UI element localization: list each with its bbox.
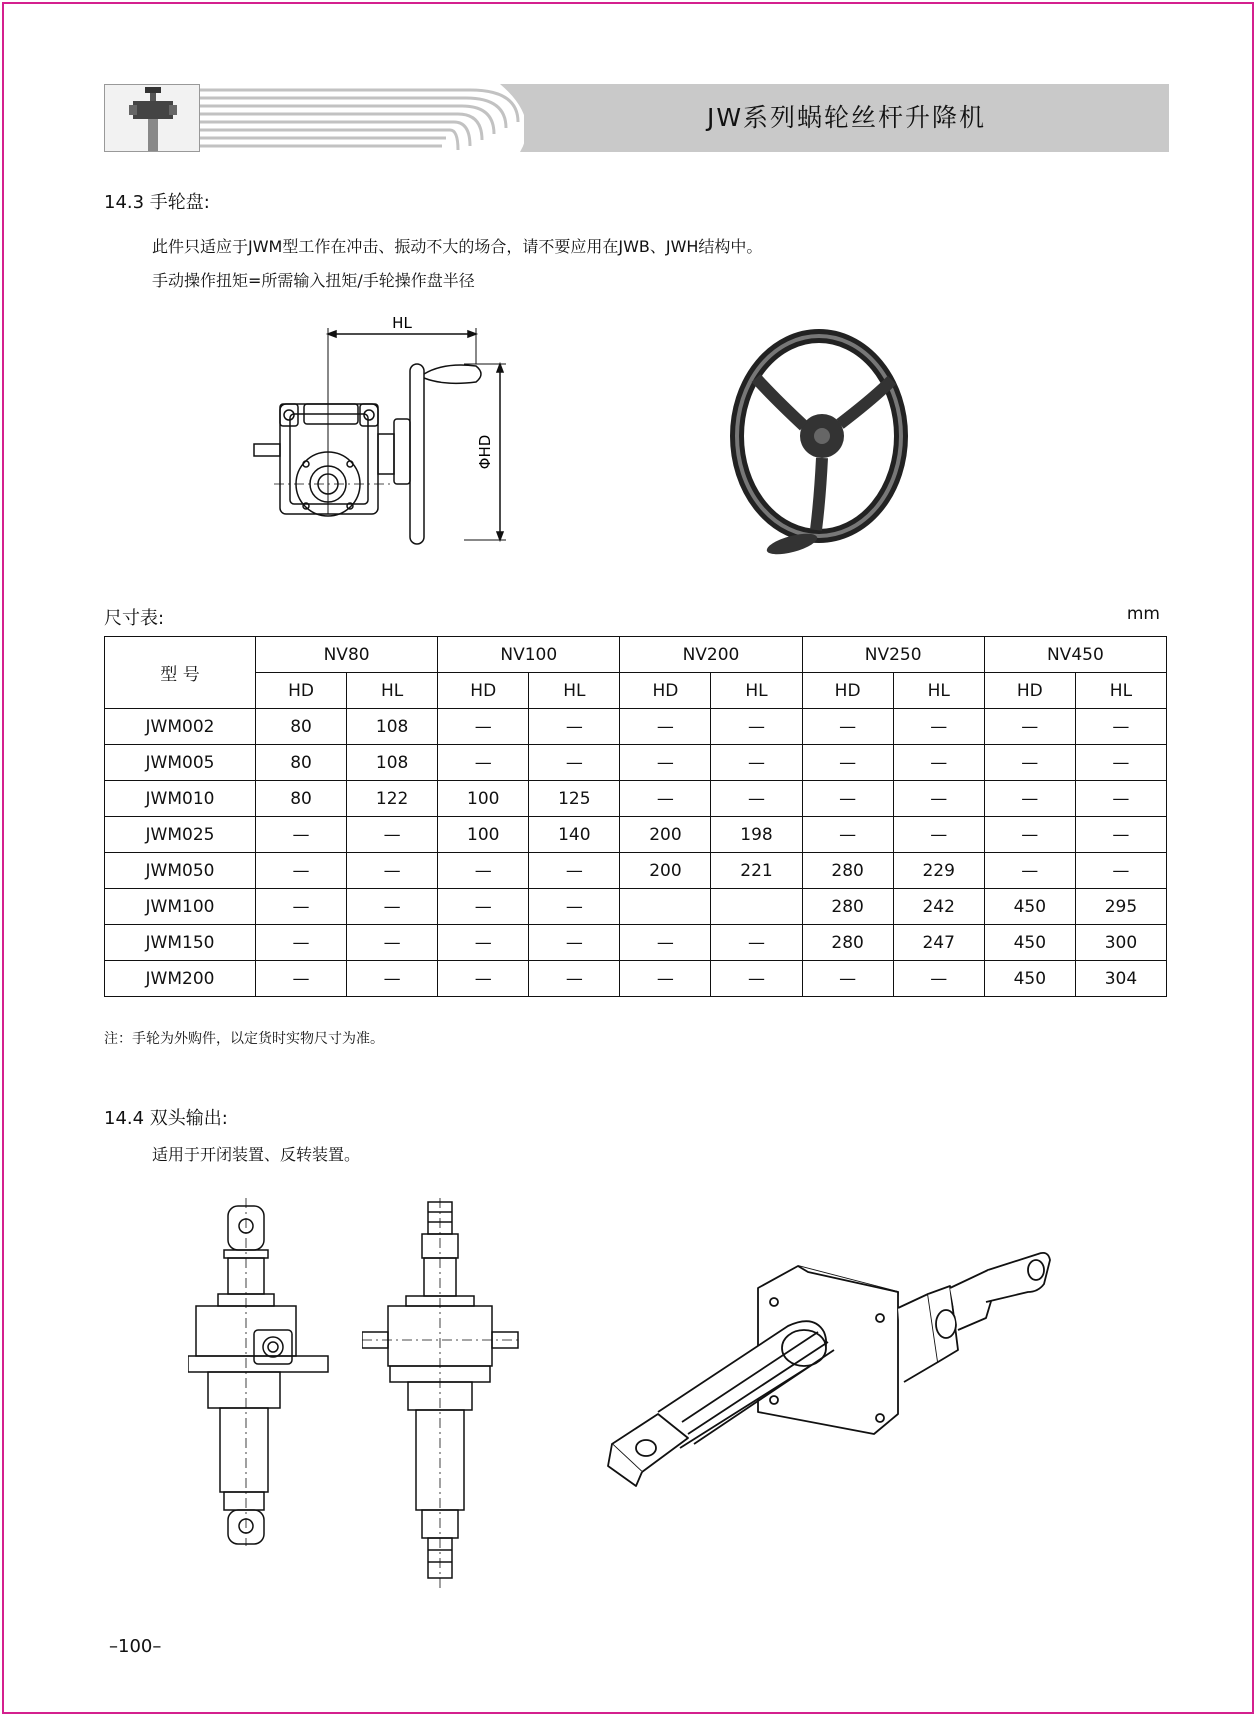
- hd-cell: —: [438, 709, 529, 745]
- hl-cell: 198: [711, 817, 802, 853]
- handwheel-dimension-drawing: [244, 314, 524, 554]
- hd-cell: 80: [256, 781, 347, 817]
- hd-cell: 280: [802, 889, 893, 925]
- subheader-hd: HD: [620, 673, 711, 709]
- hd-cell: [620, 889, 711, 925]
- model-cell: JWM002: [105, 709, 256, 745]
- table-header-row-groups: [105, 637, 1167, 673]
- hl-cell: 108: [347, 709, 438, 745]
- hd-cell: —: [438, 853, 529, 889]
- table-row: [105, 853, 1167, 889]
- section-14-4-title: 14.4 双头输出:: [104, 1108, 228, 1129]
- hd-cell: —: [620, 745, 711, 781]
- hd-cell: —: [256, 925, 347, 961]
- model-cell: JWM050: [105, 853, 256, 889]
- subheader-hd: HD: [802, 673, 893, 709]
- double-output-side-view: [362, 1198, 532, 1590]
- subheader-hd: HD: [256, 673, 347, 709]
- dimension-table-caption: 尺寸表:: [104, 608, 165, 629]
- hd-cell: 80: [256, 709, 347, 745]
- header-stripes: [200, 84, 530, 152]
- hd-cell: 100: [438, 781, 529, 817]
- hd-cell: 200: [620, 817, 711, 853]
- hl-cell: —: [1075, 709, 1166, 745]
- page-number: –100–: [109, 1636, 162, 1657]
- hd-cell: —: [438, 889, 529, 925]
- table-row: [105, 817, 1167, 853]
- hl-cell: —: [893, 745, 984, 781]
- section-14-3-title: 14.3 手轮盘:: [104, 192, 210, 213]
- section-14-4-line1: 适用于开闭装置、反转装置。: [152, 1145, 361, 1164]
- hd-cell: —: [802, 817, 893, 853]
- hd-dimension-label: ΦHD: [476, 434, 494, 470]
- subheader-hd: HD: [438, 673, 529, 709]
- dimension-table-unit: mm: [1126, 604, 1160, 624]
- hd-cell: —: [984, 781, 1075, 817]
- subheader-hd: HD: [984, 673, 1075, 709]
- table-row: [105, 745, 1167, 781]
- section-14-3-line2: 手动操作扭矩=所需输入扭矩/手轮操作盘半径: [152, 271, 475, 290]
- header-title: JW系列蜗轮丝杆升降机: [706, 103, 987, 132]
- table-header-row-subheaders: [105, 673, 1167, 709]
- hl-cell: —: [893, 961, 984, 997]
- hl-cell: 229: [893, 853, 984, 889]
- hl-cell: —: [347, 889, 438, 925]
- hl-cell: —: [893, 781, 984, 817]
- table-row: [105, 961, 1167, 997]
- hd-cell: —: [802, 961, 893, 997]
- subheader-hl: HL: [347, 673, 438, 709]
- hl-cell: —: [711, 781, 802, 817]
- hl-cell: 122: [347, 781, 438, 817]
- model-cell: JWM150: [105, 925, 256, 961]
- hd-cell: 280: [802, 925, 893, 961]
- group-header: NV450: [984, 637, 1166, 673]
- hl-cell: 221: [711, 853, 802, 889]
- table-row: [105, 781, 1167, 817]
- model-cell: JWM025: [105, 817, 256, 853]
- header-product-thumbnail: [104, 84, 200, 152]
- hd-cell: 450: [984, 961, 1075, 997]
- dimension-table: [104, 636, 1167, 997]
- hl-cell: —: [347, 961, 438, 997]
- hd-cell: 280: [802, 853, 893, 889]
- hd-cell: —: [620, 925, 711, 961]
- hl-cell: —: [347, 817, 438, 853]
- hl-cell: —: [529, 961, 620, 997]
- hl-cell: —: [1075, 817, 1166, 853]
- hl-cell: —: [1075, 781, 1166, 817]
- hl-cell: —: [711, 961, 802, 997]
- model-cell: JWM005: [105, 745, 256, 781]
- hl-cell: 242: [893, 889, 984, 925]
- hl-cell: —: [711, 745, 802, 781]
- hl-cell: —: [529, 925, 620, 961]
- hd-cell: —: [256, 889, 347, 925]
- hl-cell: 247: [893, 925, 984, 961]
- hd-cell: —: [620, 709, 711, 745]
- hl-cell: —: [1075, 853, 1166, 889]
- double-output-isometric-illustration: [598, 1222, 1058, 1552]
- subheader-hl: HL: [711, 673, 802, 709]
- table-row: [105, 709, 1167, 745]
- hl-cell: 304: [1075, 961, 1166, 997]
- group-header: NV100: [438, 637, 620, 673]
- hl-cell: —: [347, 853, 438, 889]
- hd-cell: —: [802, 745, 893, 781]
- subheader-hl: HL: [1075, 673, 1166, 709]
- hd-cell: —: [984, 817, 1075, 853]
- section-14-3-line1: 此件只适应于JWM型工作在冲击、振动不大的场合，请不要应用在JWB、JWH结构中。: [152, 237, 763, 256]
- hd-cell: —: [802, 709, 893, 745]
- group-header: NV80: [256, 637, 438, 673]
- model-cell: JWM010: [105, 781, 256, 817]
- subheader-hl: HL: [893, 673, 984, 709]
- hd-cell: 450: [984, 889, 1075, 925]
- hl-cell: —: [529, 709, 620, 745]
- hl-cell: [711, 889, 802, 925]
- table-row: [105, 925, 1167, 961]
- hd-cell: 100: [438, 817, 529, 853]
- hd-cell: —: [802, 781, 893, 817]
- hl-cell: —: [347, 925, 438, 961]
- model-cell: JWM200: [105, 961, 256, 997]
- double-output-front-view: [188, 1198, 338, 1546]
- hl-cell: —: [529, 745, 620, 781]
- model-cell: JWM100: [105, 889, 256, 925]
- hl-cell: 140: [529, 817, 620, 853]
- hl-cell: —: [893, 709, 984, 745]
- table-row: [105, 889, 1167, 925]
- table-note: 注：手轮为外购件，以定货时实物尺寸为准。: [104, 1031, 384, 1047]
- hd-cell: 80: [256, 745, 347, 781]
- model-header: 型 号: [105, 637, 256, 709]
- hd-cell: —: [256, 961, 347, 997]
- hd-cell: —: [438, 745, 529, 781]
- hd-cell: —: [620, 961, 711, 997]
- hl-cell: —: [893, 817, 984, 853]
- hd-cell: —: [438, 961, 529, 997]
- hd-cell: 450: [984, 925, 1075, 961]
- hd-cell: —: [256, 817, 347, 853]
- group-header: NV250: [802, 637, 984, 673]
- hd-cell: —: [984, 745, 1075, 781]
- hl-cell: —: [1075, 745, 1166, 781]
- hl-cell: —: [711, 925, 802, 961]
- hl-cell: —: [529, 889, 620, 925]
- hd-cell: —: [256, 853, 347, 889]
- hd-cell: —: [620, 781, 711, 817]
- page-header: [104, 84, 1169, 152]
- hl-cell: 108: [347, 745, 438, 781]
- handwheel-illustration: [724, 318, 914, 558]
- hd-cell: —: [984, 709, 1075, 745]
- hl-cell: 125: [529, 781, 620, 817]
- hd-cell: —: [984, 853, 1075, 889]
- hl-cell: —: [711, 709, 802, 745]
- hl-cell: —: [529, 853, 620, 889]
- hl-cell: 300: [1075, 925, 1166, 961]
- subheader-hl: HL: [529, 673, 620, 709]
- hd-cell: —: [438, 925, 529, 961]
- group-header: NV200: [620, 637, 802, 673]
- hd-cell: 200: [620, 853, 711, 889]
- hl-cell: 295: [1075, 889, 1166, 925]
- hl-dimension-label: HL: [392, 314, 412, 332]
